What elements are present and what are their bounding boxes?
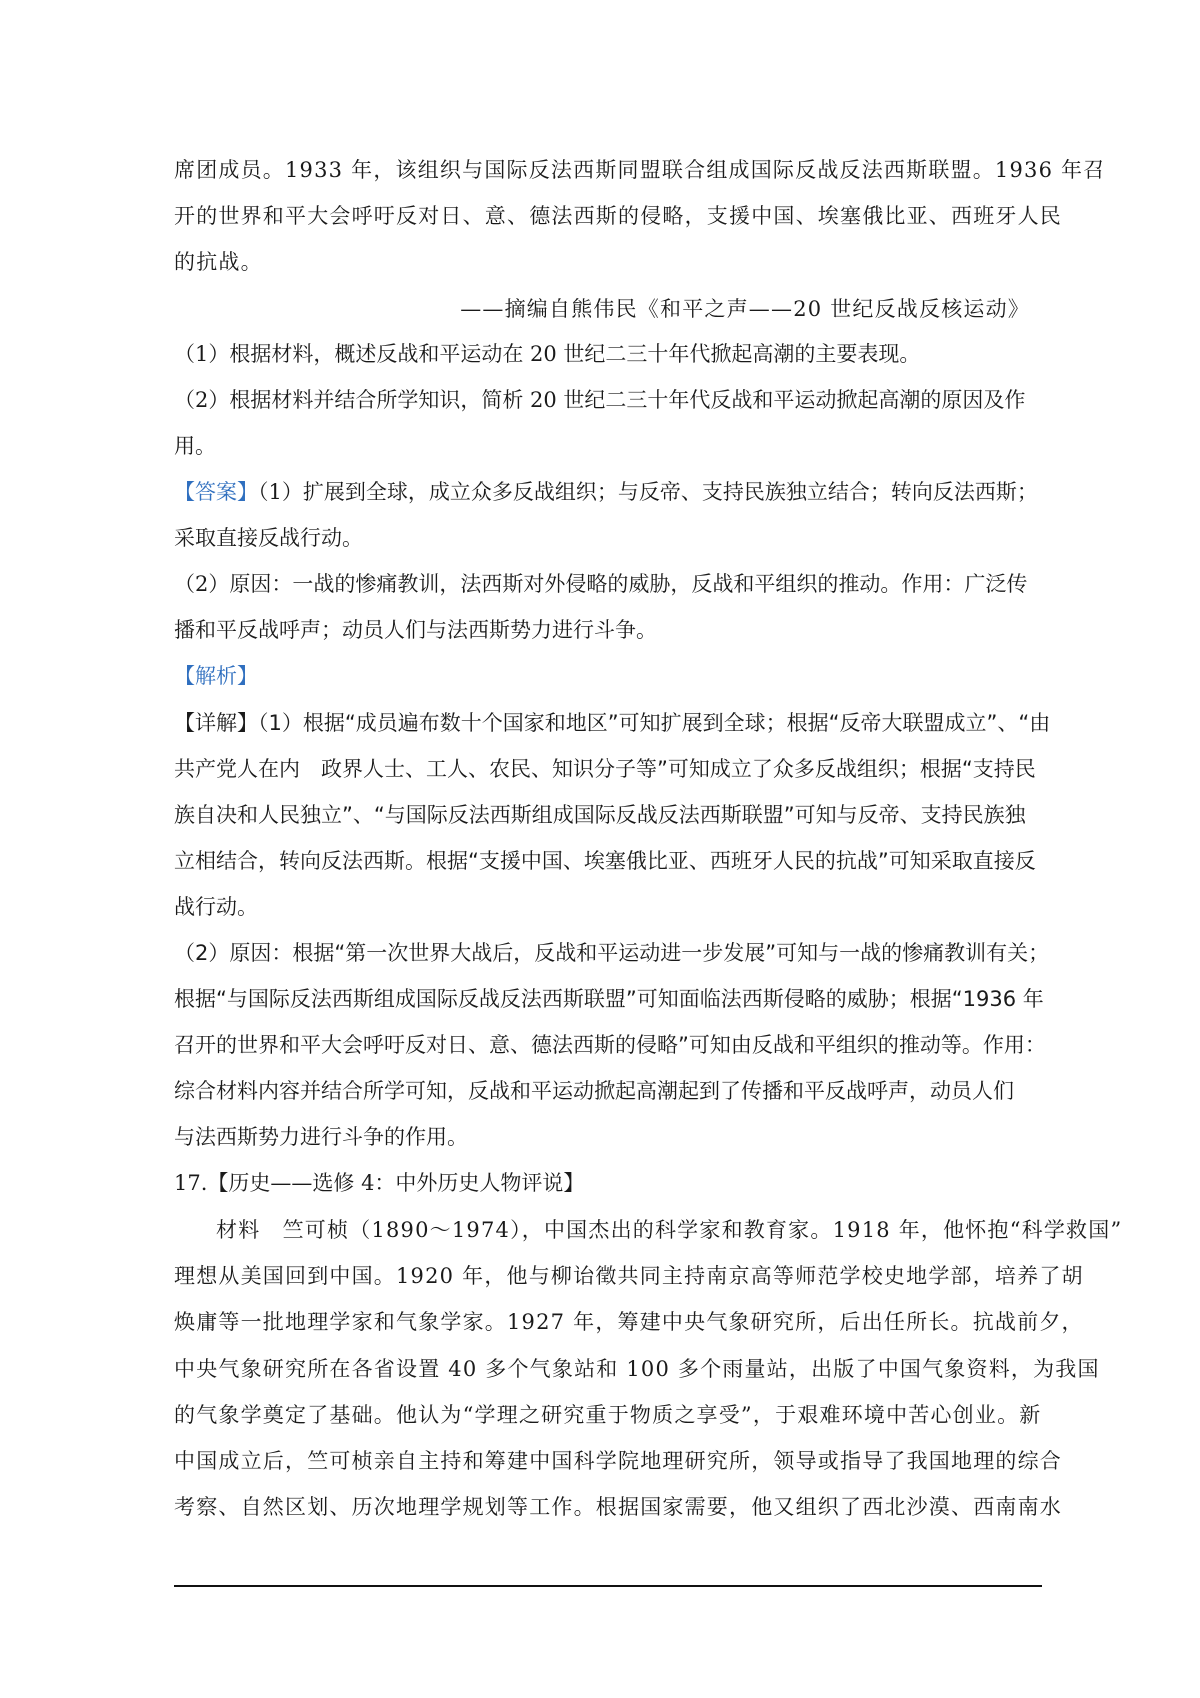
answer-line: （2）原因：一战的惨痛教训，法西斯对外侵略的威胁，反战和平组织的推动。作用：广泛传 [174,572,1028,596]
answer-line: 播和平反战呼声；动员人们与法西斯势力进行斗争。 [174,618,657,642]
question-line: 用。 [174,434,216,458]
material-line: 的抗战。 [174,250,263,274]
question-line: （1）根据材料，概述反战和平运动在 20 世纪二三十年代掀起高潮的主要表现。 [174,342,921,366]
analysis-line: 立相结合，转向反法西斯。根据“支援中国、埃塞俄比亚、西班牙人民的抗战”可知采取直接反 [174,849,1036,873]
analysis-line: 根据“与国际反法西斯组成国际反战反法西斯联盟”可知面临法西斯侵略的威胁；根据“1936 年 [174,987,1044,1011]
answer-tag: 【答案】 [174,480,258,504]
material-line: 焕庸等一批地理学家和气象学家。1927 年，筹建中央气象研究所，后出任所长。抗战前夕， [174,1310,1084,1334]
answer-text: （1）扩展到全球，成立众多反战组织；与反帝、支持民族独立结合；转向反法西斯； [258,480,1038,504]
material-line: 考察、自然区划、历次地理学规划等工作。根据国家需要，他又组织了西北沙漠、西南南水 [174,1495,1062,1519]
material-line: 开的世界和平大会呼吁反对日、意、德法西斯的侵略，支援中国、埃塞俄比亚、西班牙人民 [174,204,1062,228]
analysis-line: 战行动。 [174,895,258,919]
analysis-line: 【详解】（1）根据“成员遍布数十个国家和地区”可知扩展到全球；根据“反帝大联盟成立”、“由 [174,711,1051,735]
analysis-line: 与法西斯势力进行斗争的作用。 [174,1125,468,1149]
material-line: 中央气象研究所在各省设置 40 多个气象站和 100 多个雨量站，出版了中国气象资料，为我国 [174,1357,1100,1381]
material-line: 中国成立后，竺可桢亲自主持和筹建中国科学院地理研究所，领导或指导了我国地理的综合 [174,1449,1062,1473]
answer-line [174,478,1036,506]
analysis-line: 召开的世界和平大会呼吁反对日、意、德法西斯的侵略”可知由反战和平组织的推动等。作用： [174,1033,1046,1057]
answer-line: 采取直接反战行动。 [174,526,363,550]
analysis-tag: 【解析】 [174,664,258,688]
material-line: 的气象学奠定了基础。他认为“学理之研究重于物质之享受”，于艰难环境中苦心创业。新 [174,1403,1042,1427]
question-line: （2）根据材料并结合所学知识，简析 20 世纪二三十年代反战和平运动掀起高潮的原因及作 [174,388,1026,412]
material-line: 席团成员。1933 年，该组织与国际反法西斯同盟联合组成国际反战反法西斯联盟。1936 年召 [174,158,1106,182]
material-line: 理想从美国回到中国。1920 年，他与柳诒徵共同主持南京高等师范学校史地学部，培养了胡 [174,1264,1084,1288]
analysis-line: 族自决和人民独立”、“与国际反法西斯组成国际反战反法西斯联盟”可知与反帝、支持民族独 [174,803,1026,827]
material-line: 材料 竺可桢（1890～1974），中国杰出的科学家和教育家。1918 年，他怀抱“科学救国” [216,1218,1123,1242]
analysis-line: （2）原因：根据“第一次世界大战后，反战和平运动进一步发展”可知与一战的惨痛教训有关； [174,941,1050,965]
footer-rule [174,1585,1042,1587]
material-source: ——摘编自熊伟民《和平之声——20 世纪反战反核运动》 [460,297,1030,321]
question-heading: 17.【历史——选修 4：中外历史人物评说】 [174,1171,585,1195]
analysis-line: 综合材料内容并结合所学可知，反战和平运动掀起高潮起到了传播和平反战呼声，动员人们 [174,1079,1014,1103]
analysis-line: 共产党人在内 政界人士、工人、农民、知识分子等”可知成立了众多反战组织；根据“支持民 [174,757,1036,781]
